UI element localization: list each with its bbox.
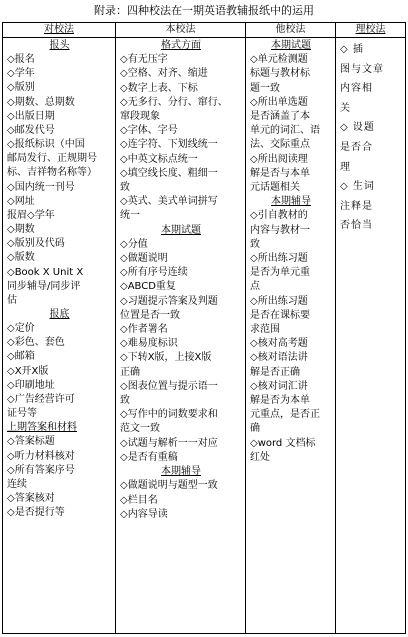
duijiao-column (3, 38, 115, 520)
tajiao-column (246, 38, 335, 465)
list-item: 致 (250, 238, 260, 250)
list-item: ◇空格、对齐、缩进 (120, 68, 208, 80)
list-item: ◇所出练习题 (250, 295, 308, 307)
list-item: 位置是否一致 (120, 309, 180, 321)
list-item: 单元的词汇、语 (250, 125, 320, 137)
header-benjiao: 本校法 (116, 23, 246, 38)
list-item: 解是否正确 (250, 366, 300, 378)
section-heading: 上期答案和材料 (7, 422, 77, 434)
list-item: ◇Book X Unit X (7, 266, 84, 278)
list-item: ◇中英文标点统一 (120, 153, 198, 165)
list-item: ◇国内统一刊号 (7, 181, 75, 193)
list-item: ◇内容导读 (120, 508, 168, 520)
list-item: ◇无多行、分行、窜行、 (120, 96, 228, 108)
list-item: 统一 (120, 210, 140, 222)
section-heading: 报头 (49, 40, 70, 51)
list-item: ◇word 文档标 (250, 437, 316, 449)
list-item: ◇核对词汇讲 (250, 380, 308, 392)
list-item: 标题与教材标 (250, 68, 310, 80)
section-heading: 格式方面 (161, 40, 201, 51)
list-item: 估 (7, 294, 17, 306)
list-item: ◇ABCD重复 (120, 281, 176, 293)
list-item: ◇英式、美式单词拼写 (120, 196, 218, 208)
list-item: 注释是 (340, 200, 373, 212)
list-item: ◇栏目名 (120, 494, 158, 506)
list-item: 点 (250, 281, 260, 293)
list-item: ◇ 设题 (340, 122, 375, 134)
list-item: ◇广告经营许可 (7, 393, 75, 405)
list-item: 证号等 (7, 408, 37, 420)
list-item: 元话题相关 (250, 182, 300, 194)
list-item: 是否为单元重 (250, 267, 310, 279)
page-title: 附录：四种校法在一期英语教辅报纸中的运用 (94, 4, 314, 17)
list-item: 邮局发行、正规期号 (7, 153, 97, 165)
header-tajiao: 他校法 (246, 23, 336, 38)
list-item: 是否在课标要 (250, 309, 310, 321)
list-item: ◇写作中的词数要求和 (120, 409, 218, 421)
list-item: ◇数字上表、下标 (120, 82, 198, 94)
collation-methods-table (2, 22, 406, 634)
list-item: 致 (120, 182, 130, 194)
list-item: 内容相 (340, 83, 373, 95)
benjiao-column (116, 38, 245, 522)
list-item: 范文一致 (120, 423, 160, 435)
list-item: ◇邮箱 (7, 351, 35, 363)
list-item: 是否合 (340, 141, 373, 153)
list-item: ◇是否提行等 (7, 507, 65, 519)
list-item: 红处 (250, 451, 270, 463)
section-heading: 报底 (49, 308, 70, 320)
list-item: 正确 (120, 366, 140, 378)
list-item: ◇所有序号连续 (120, 267, 188, 279)
list-item: 求范围 (250, 324, 280, 336)
list-item: ◇版别及代码 (7, 238, 65, 250)
table-header-row (3, 23, 406, 38)
list-item: 元重点，是否正 (250, 409, 320, 421)
list-item: ◇期数、总期数 (7, 96, 75, 108)
list-item: ◇核对语法讲 (250, 352, 308, 364)
list-item: ◇学年 (7, 68, 35, 80)
list-item: ◇听力材料核对 (7, 450, 75, 462)
list-item: ◇版别 (7, 82, 35, 94)
list-item: 解是否为本单 (250, 395, 310, 407)
list-item: ◇核对高考题 (250, 338, 308, 350)
list-item: ◇邮发代号 (7, 124, 55, 136)
list-item: ◇报名 (7, 54, 35, 66)
list-item: ◇是否有重稿 (120, 451, 178, 463)
list-item: 确 (250, 423, 260, 435)
list-item: ◇彩色、套色 (7, 337, 65, 349)
list-item: 理 (340, 161, 351, 173)
list-item: ◇网址 (7, 195, 35, 207)
section-heading: 本期试题 (271, 40, 311, 51)
list-item: 解是否与本单 (250, 167, 310, 179)
list-item: ◇版数 (7, 252, 35, 264)
list-item: ◇报纸标识（中国 (7, 139, 85, 151)
list-item: ◇答案核对 (7, 493, 55, 504)
list-item: ◇所有答案序号 (7, 464, 75, 476)
list-item: 标、吉祥物名称等） (7, 167, 97, 179)
list-item: 关 (340, 102, 351, 114)
list-item: ◇出版日期 (7, 110, 55, 122)
list-item: ◇所出单选题 (250, 96, 308, 108)
list-item: ◇试题与解析一一对应 (120, 437, 218, 449)
header-duijiao: 对校法 (3, 23, 116, 38)
list-item: ◇连字符、下划线统一 (120, 139, 218, 151)
list-item: 是否涵盖了本 (250, 111, 310, 123)
list-item: ◇引自教材的 (250, 210, 308, 222)
list-item: ◇定价 (7, 323, 35, 335)
list-item: ◇难易度标识 (120, 338, 178, 350)
list-item: 报眉◇学年 (7, 209, 55, 221)
list-item: 否恰当 (340, 220, 373, 232)
list-item: ◇ 生词 (340, 181, 375, 193)
list-item: ◇图表位置与提示语一 (120, 380, 218, 392)
list-item: 连续 (7, 478, 27, 490)
header-lijiao: 理校法 (336, 23, 406, 38)
section-heading: 本期辅导 (161, 466, 201, 478)
list-item: ◇有无压字 (120, 54, 168, 66)
list-item: ◇X开X版 (7, 365, 49, 377)
list-item: ◇分值 (120, 238, 148, 250)
list-item: 同步辅导/同步评 (7, 280, 81, 292)
table-body-row (3, 38, 406, 634)
list-item: 图与文章 (340, 63, 384, 75)
list-item: 致 (120, 395, 130, 407)
lijiao-column (336, 38, 405, 236)
section-heading: 本期试题 (161, 224, 201, 236)
list-item: ◇作者署名 (120, 324, 168, 336)
list-item: ◇习题提示答案及判题 (120, 295, 218, 307)
list-item: ◇印刷地址 (7, 379, 55, 391)
list-item: ◇期数 (7, 224, 35, 236)
list-item: ◇字体、字号 (120, 125, 178, 137)
list-item: ◇单元检测题 (250, 54, 308, 66)
list-item: ◇做题说明与题型一致 (120, 480, 218, 492)
list-item: 法、交际重点 (250, 139, 310, 151)
list-item: ◇所出阅读理 (250, 153, 308, 165)
list-item: ◇填空线长度、粗细一 (120, 167, 218, 179)
list-item: ◇ 插 (340, 44, 364, 55)
list-item: ◇所出练习题 (250, 253, 308, 265)
list-item: ◇答案标题 (7, 436, 55, 448)
list-item: 题一致 (250, 82, 280, 94)
list-item: ◇做题说明 (120, 253, 168, 265)
section-heading: 本期辅导 (271, 196, 311, 208)
list-item: 窜段现象 (120, 111, 160, 123)
list-item: ◇下转X版，上接X版 (120, 352, 212, 364)
list-item: 内容与教材一 (250, 224, 310, 236)
